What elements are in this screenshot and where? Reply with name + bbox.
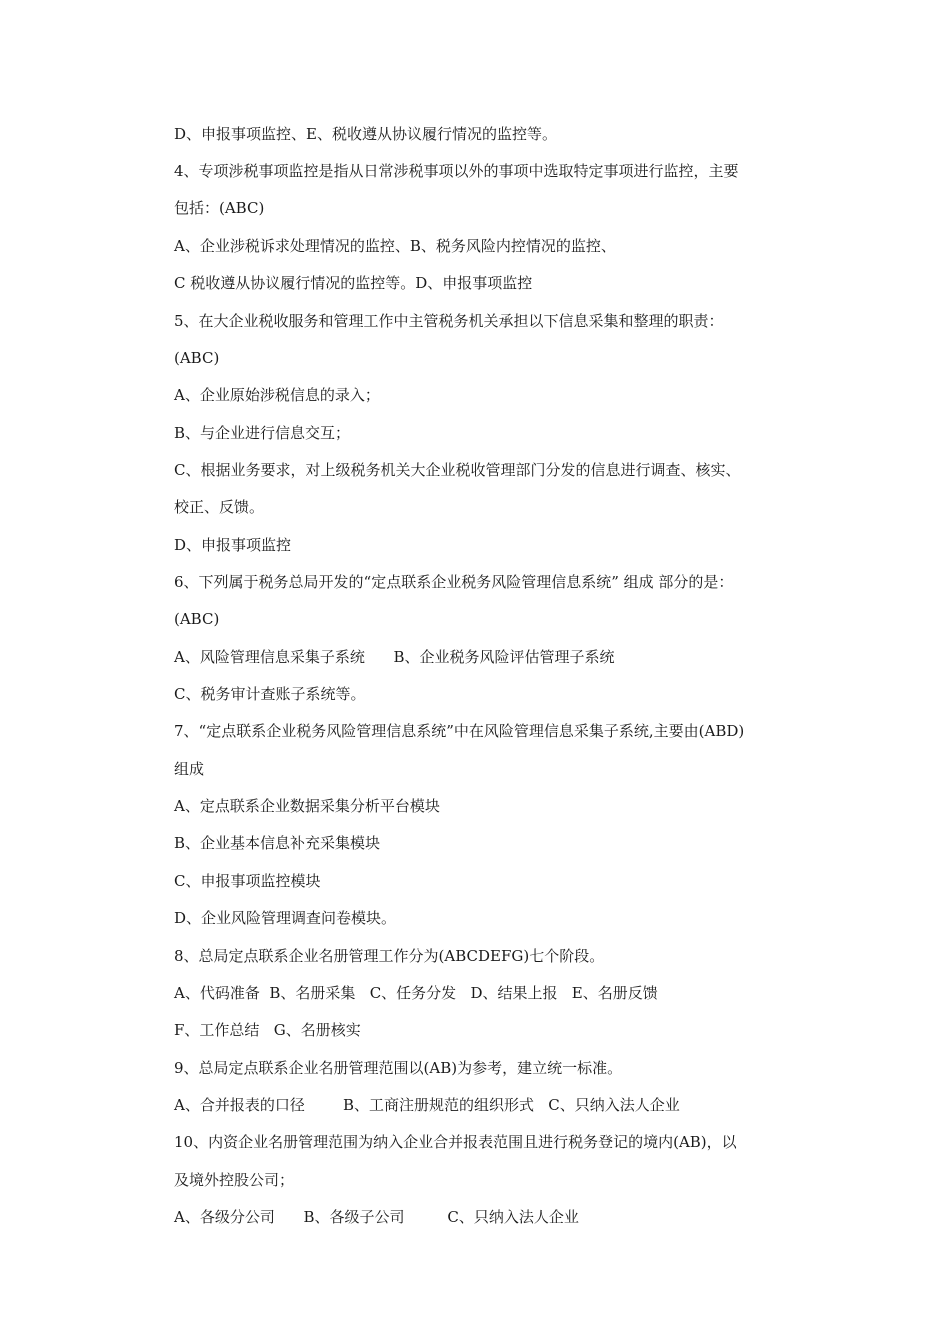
text-line: 7、“定点联系企业税务风险管理信息系统”中在风险管理信息采集子系统,主要由(ABD) (174, 722, 745, 740)
text-line: A、企业原始涉税信息的录入； (174, 386, 380, 404)
text-line: A、风险管理信息采集子系统 B、企业税务风险评估管理子系统 (174, 648, 615, 666)
text-line: 组成 (174, 760, 205, 778)
text-line: B、企业基本信息补充采集模块 (174, 834, 381, 852)
text-line: C、税务审计查账子系统等。 (174, 685, 366, 703)
text-line: A、各级分公司 B、各级子公司 C、只纳入法人企业 (174, 1208, 579, 1226)
text-line: D、申报事项监控、E、税收遵从协议履行情况的监控等。 (174, 125, 557, 143)
text-line: F、工作总结 G、名册核实 (174, 1021, 361, 1039)
text-line: 9、总局定点联系企业名册管理范围以(AB)为参考，建立统一标准。 (174, 1059, 623, 1077)
text-line: B、与企业进行信息交互； (174, 424, 351, 442)
text-line: C、根据业务要求，对上级税务机关大企业税收管理部门分发的信息进行调查、核实、 (174, 461, 741, 479)
text-line: (ABC) (174, 610, 220, 628)
text-line: C 税收遵从协议履行情况的监控等。D、申报事项监控 (174, 274, 533, 292)
text-line: 6、下列属于税务总局开发的“定点联系企业税务风险管理信息系统” 组成 部分的是： (174, 573, 734, 591)
text-line: 10、内资企业名册管理范围为纳入企业合并报表范围且进行税务登记的境内(AB)，以 (174, 1133, 737, 1151)
text-line: 校正、反馈。 (174, 498, 265, 516)
text-line: 包括：(ABC) (174, 199, 265, 217)
text-line: 8、总局定点联系企业名册管理工作分为(ABCDEFG)七个阶段。 (174, 947, 605, 965)
text-line: D、企业风险管理调查问卷模块。 (174, 909, 397, 927)
text-line: 4、专项涉税事项监控是指从日常涉税事项以外的事项中选取特定事项进行监控，主要 (174, 162, 739, 180)
text-line: (ABC) (174, 349, 220, 367)
text-line: A、代码准备 B、名册采集 C、任务分发 D、结果上报 E、名册反馈 (174, 984, 658, 1002)
text-line: A、定点联系企业数据采集分析平台模块 (174, 797, 440, 815)
text-line: 5、在大企业税收服务和管理工作中主管税务机关承担以下信息采集和整理的职责： (174, 312, 724, 330)
text-line: 及境外控股公司； (174, 1171, 295, 1189)
text-line: A、企业涉税诉求处理情况的监控、B、税务风险内控情况的监控、 (174, 237, 616, 255)
text-line: C、申报事项监控模块 (174, 872, 321, 890)
text-line: D、申报事项监控 (174, 536, 292, 554)
text-line: A、合并报表的口径 B、工商注册规范的组织形式 C、只纳入法人企业 (174, 1096, 680, 1114)
